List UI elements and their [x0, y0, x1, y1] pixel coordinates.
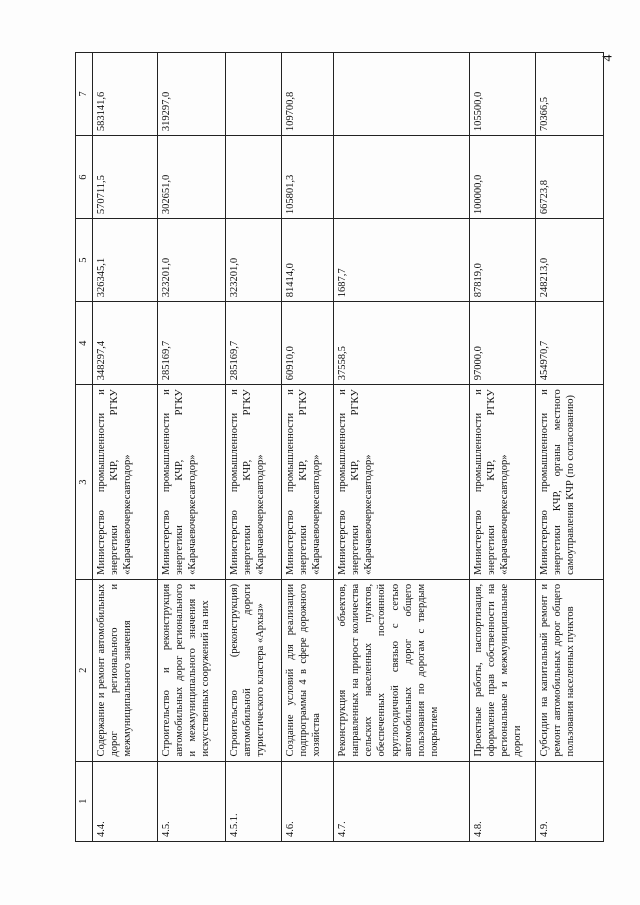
value-cell: 87819,0: [470, 219, 536, 302]
value-cell: 105801,3: [282, 136, 334, 219]
value-cell: [226, 136, 282, 219]
executor: Министерство промышленности и энергетики КЧР, РГКУ «Карачаевочеркесавтодор»: [93, 385, 158, 580]
table-row: [282, 53, 334, 842]
measure-name: Строительство (реконструкция) автомобильной дороги туристического кластера «Архыз»: [226, 579, 282, 761]
value-cell: 1687,7: [334, 219, 470, 302]
value-cell: 323201,0: [158, 219, 226, 302]
value-cell: 109700,8: [282, 53, 334, 136]
header-cell: 7: [76, 53, 93, 136]
row-number: 4.4.: [93, 761, 158, 841]
value-cell: 70366,5: [536, 53, 604, 136]
executor: Министерство промышленности и энергетики КЧР, РГКУ «Карачаевочеркесавтодор»: [470, 385, 536, 580]
measure-name: Создание условий для реализации подпрограммы 4 в сфере дорожного хозяйства: [282, 579, 334, 761]
table-row: [158, 53, 226, 842]
value-cell: 100000,0: [470, 136, 536, 219]
rotated-page: [75, 52, 608, 842]
table-row: [536, 53, 604, 842]
row-number: 4.7.: [334, 761, 470, 841]
value-cell: 326345,1: [93, 219, 158, 302]
table-header-row: [76, 53, 93, 842]
row-number: 4.5.1.: [226, 761, 282, 841]
value-cell: 105500,0: [470, 53, 536, 136]
table-row: [470, 53, 536, 842]
value-cell: 60910,0: [282, 302, 334, 385]
value-cell: 348297,4: [93, 302, 158, 385]
header-cell: 6: [76, 136, 93, 219]
value-cell: 248213,0: [536, 219, 604, 302]
measure-name: Субсидии на капитальный ремонт и ремонт автомобильных дорог общего пользования населенных пунктов: [536, 579, 604, 761]
value-cell: 302651,0: [158, 136, 226, 219]
row-number: 4.6.: [282, 761, 334, 841]
header-cell: 2: [76, 579, 93, 761]
value-cell: [334, 136, 470, 219]
value-cell: 81414,0: [282, 219, 334, 302]
value-cell: 285169,7: [158, 302, 226, 385]
header-cell: 3: [76, 385, 93, 580]
table-row: [93, 53, 158, 842]
value-cell: 37558,5: [334, 302, 470, 385]
measure-name: Строительство и реконструкция автомобильных дорог регионального и межмуниципального значения и искусственных сооружений на них: [158, 579, 226, 761]
page-number: 4: [600, 54, 616, 62]
value-cell: [226, 53, 282, 136]
row-number: 4.9.: [536, 761, 604, 841]
value-cell: 323201,0: [226, 219, 282, 302]
table-row: [226, 53, 282, 842]
value-cell: 66723,8: [536, 136, 604, 219]
value-cell: 97000,0: [470, 302, 536, 385]
value-cell: 583141,6: [93, 53, 158, 136]
value-cell: 285169,7: [226, 302, 282, 385]
value-cell: 454970,7: [536, 302, 604, 385]
measure-name: Проектные работы, паспортизация, оформление прав собственности на региональные и межмуниципальные дороги: [470, 579, 536, 761]
executor: Министерство промышленности и энергетики КЧР, РГКУ «Карачаевочеркесавтодор»: [282, 385, 334, 580]
row-number: 4.5.: [158, 761, 226, 841]
executor: Министерство промышленности и энергетики КЧР, РГКУ «Карачаевочеркесавтодор»: [158, 385, 226, 580]
executor: Министерство промышленности и энергетики КЧР, РГКУ «Карачаевочеркесавтодор»: [334, 385, 470, 580]
executor: Министерство промышленности и энергетики КЧР, органы местного самоуправления КЧР (по согласованию): [536, 385, 604, 580]
table-row: [334, 53, 470, 842]
measure-name: Реконструкция объектов, направленных на прирост количества сельских населенных пунктов, обеспеченных постоянной круглогодичной связью с сетью автомобильных дорог общего пользования по дорогам с твердым покрытием: [334, 579, 470, 761]
value-cell: 570711,5: [93, 136, 158, 219]
value-cell: 319297,0: [158, 53, 226, 136]
program-table: [75, 52, 604, 842]
header-cell: 4: [76, 302, 93, 385]
row-number: 4.8.: [470, 761, 536, 841]
value-cell: [334, 53, 470, 136]
executor: Министерство промышленности и энергетики КЧР, РГКУ «Карачаевочеркесавтодор»: [226, 385, 282, 580]
measure-name: Содержание и ремонт автомобильных дорог регионального и межмуниципального значения: [93, 579, 158, 761]
header-cell: 5: [76, 219, 93, 302]
header-cell: 1: [76, 761, 93, 841]
